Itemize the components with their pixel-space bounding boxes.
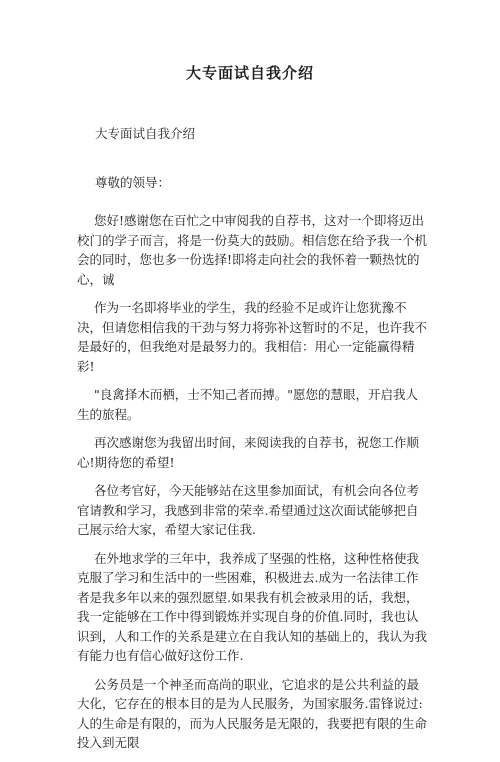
paragraph-4: 再次感谢您为我留出时间，来阅读我的自荐书，祝您工作顺心!期待您的希望!	[77, 435, 420, 470]
paragraph-5: 各位考官好，今天能够站在这里参加面试，有机会向各位考官请教和学习，我感到非常的荣幸.希望通过这次面试能够把自己展示给大家，希望大家记住我.	[77, 483, 420, 537]
paragraph-1: 您好!感谢您在百忙之中审阅我的自荐书，这对一个即将迈出校门的学子而言，将是一份莫大的鼓励。相信您在给予我一个机会的同时，您也多一份选择!即将走向社会的我怀着一颗热忱的心，诚	[77, 213, 428, 287]
document-title: 大专面试自我介绍	[185, 64, 314, 82]
salutation: 尊敬的领导：	[95, 175, 171, 190]
document-body	[77, 211, 429, 762]
paragraph-3: "良禽择木而栖，士不知己者而搏。"愿您的慧眼，开启我人生的旅程。	[77, 387, 419, 422]
paragraph-2: 作为一名即将毕业的学生，我的经验不足或许让您犹豫不决，但请您相信我的干劲与努力将弥补这暂时的不足，也许我不是最好的，但我绝对是最努力的。我相信：用心一定能赢得精彩!	[77, 300, 428, 374]
document-subtitle: 大专面试自我介绍	[95, 126, 196, 141]
paragraph-6: 在外地求学的三年中，我养成了坚强的性格，这种性格使我克服了学习和生活中的一些困难，积极进去.成为一名法律工作者是我多年以来的强烈愿望.如果我有机会被录用的话，我想，我一定能够在工作中得到锻炼并实现自身的价值.同时，我也认识到，人和工作的关系是建立在自我认知的基础上的，我认为我有能力也有信心做好这份工作.	[77, 550, 428, 663]
paragraph-7: 公务员是一个神圣而高尚的职业，它追求的是公共利益的最大化，它存在的根本目的是为人民服务，为国家服务.雷锋说过:人的生命是有限的，而为人民服务是无限的，我要把有限的生命投入到无限	[77, 676, 428, 750]
